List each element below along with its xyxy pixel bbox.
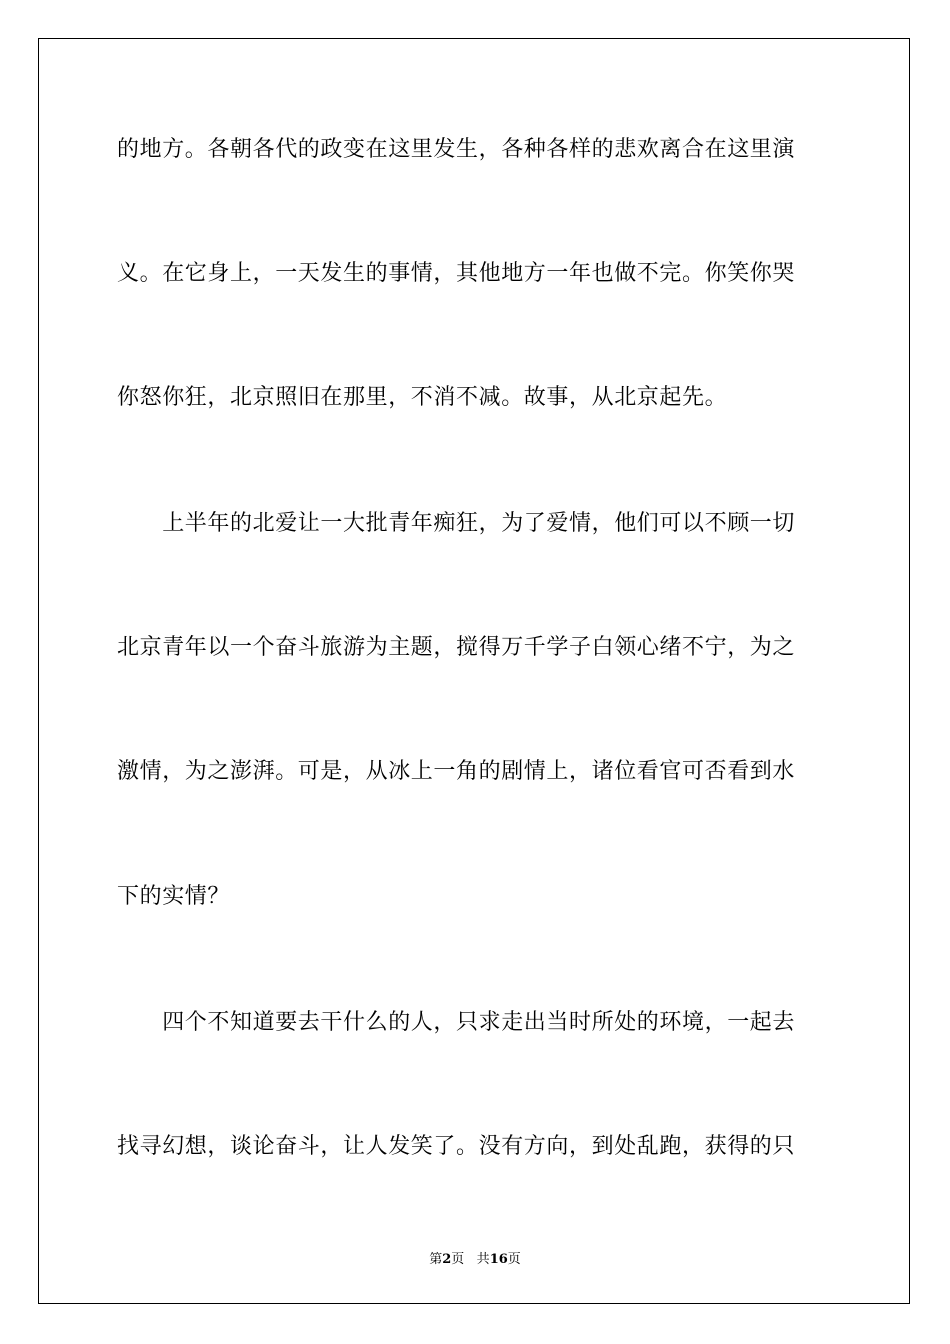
text-line-7: 下的实情？ — [117, 884, 231, 909]
text-line-3: 你怒你狂，北京照旧在那里，不消不减。故事，从北京起先。 — [117, 385, 728, 410]
text-line-6: 激情，为之澎湃。可是，从冰上一角的剧情上，诸位看官可否看到水 — [117, 759, 796, 784]
page-prefix: 第 — [429, 1252, 443, 1267]
page-number: 2 — [442, 1252, 452, 1267]
total-pages: 16 — [489, 1252, 508, 1267]
total-suffix: 页 — [507, 1252, 521, 1267]
text-line-2: 义。在它身上，一天发生的事情，其他地方一年也做不完。你笑你哭 — [117, 261, 796, 286]
text-line-4: 上半年的北爱让一大批青年痴狂，为了爱情，他们可以不顾一切 — [117, 511, 796, 536]
page-suffix: 页 — [451, 1252, 465, 1267]
text-line-9: 找寻幻想，谈论奋斗，让人发笑了。没有方向，到处乱跑，获得的只 — [117, 1134, 796, 1159]
total-prefix: 共 — [476, 1252, 490, 1267]
text-line-5: 北京青年以一个奋斗旅游为主题，搅得万千学子白领心绪不宁，为之 — [117, 635, 796, 660]
text-line-1: 的地方。各朝各代的政变在这里发生，各种各样的悲欢离合在这里演 — [117, 137, 796, 162]
page-border — [38, 38, 910, 1304]
page-footer — [0, 1248, 950, 1267]
text-line-8: 四个不知道要去干什么的人，只求走出当时所处的环境，一起去 — [117, 1010, 796, 1035]
